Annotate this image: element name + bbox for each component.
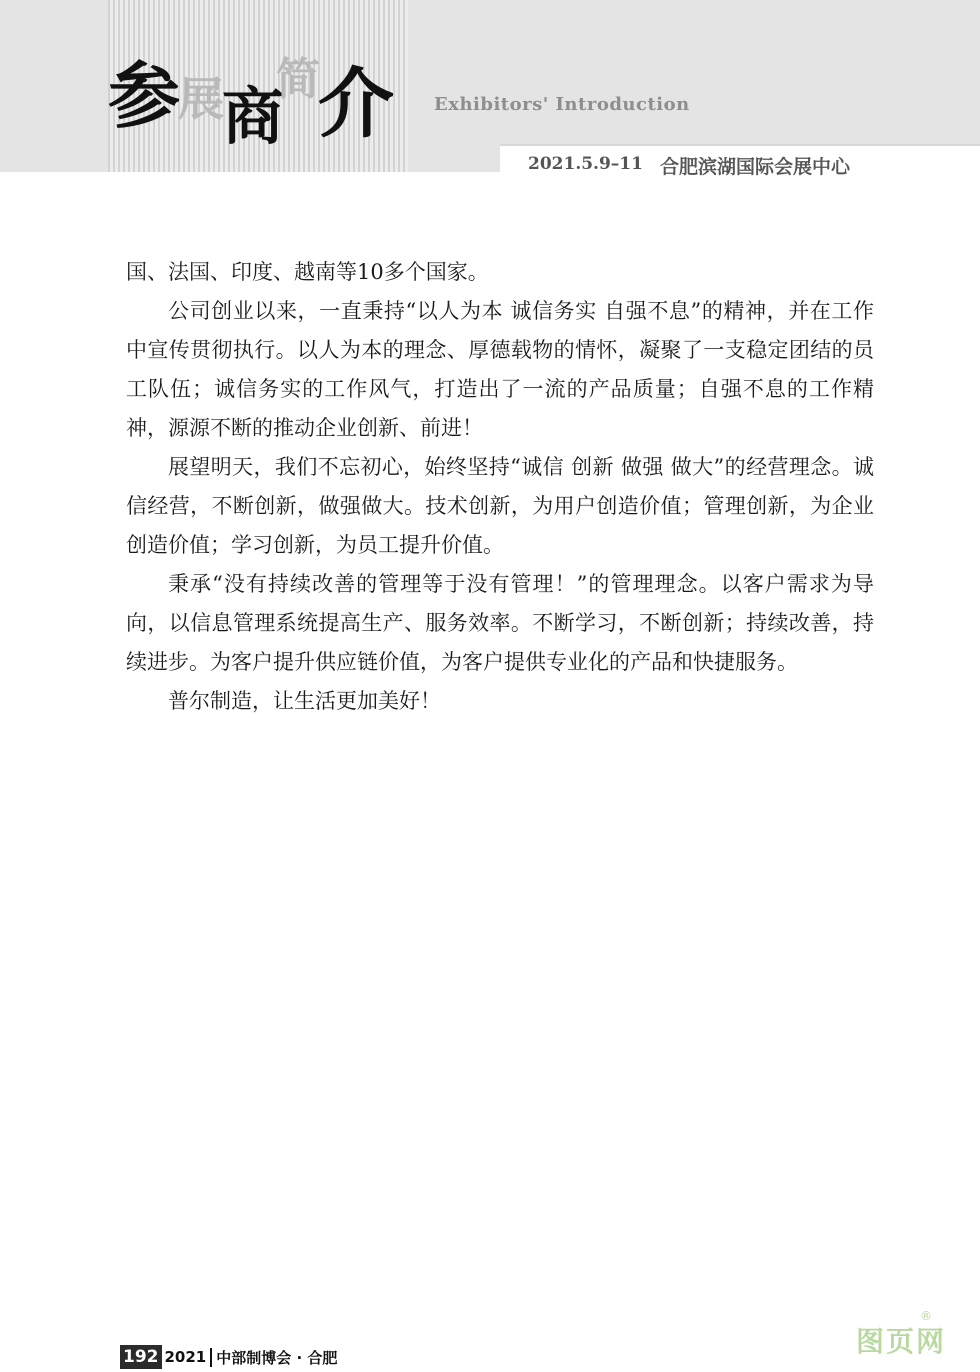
paragraph: 公司创业以来，一直秉持“以人为本 诚信务实 自强不息”的精神，并在工作中宣传贯彻执行。以人为本的理念、厚德载物的情怀，凝聚了一支稳定团结的员工队伍；诚信务实的工作风气，打造出了一流的产品质量；自强不息的工作精神，源源不断的推动企业创新、前进！ <box>126 299 874 440</box>
registered-mark: ® <box>920 1309 932 1323</box>
page-header <box>0 0 980 178</box>
section-title-char: 商 <box>222 80 285 153</box>
section-title-char: 介 <box>318 59 394 148</box>
event-venue: 合肥滨湖国际会展中心 <box>660 156 851 178</box>
paragraph: 展望明天，我们不忘初心，始终坚持“诚信 创新 做强 做大”的经营理念。诚信经营，不断创新，做强做大。技术创新，为用户创造价值；管理创新，为企业创造价值；学习创新，为员工提升价值。 <box>126 455 874 557</box>
section-title-char: 展 <box>178 72 224 126</box>
watermark-logo: 图页网 <box>856 1325 947 1358</box>
section-title-char: 参 <box>108 53 181 138</box>
section-title-char: 简 <box>276 54 320 105</box>
footer-year: 2021 <box>164 1348 207 1366</box>
paragraph: 国、法国、印度、越南等10多个国家。 <box>126 260 489 284</box>
article-body <box>126 253 874 721</box>
event-date: 2021.5.9–11 <box>528 154 643 174</box>
footer-event-name: 中部制博会 · 合肥 <box>216 1348 338 1367</box>
paragraph: 秉承“没有持续改善的管理等于没有管理！”的管理理念。以客户需求为导向，以信息管理系统提高生产、服务效率。不断学习，不断创新；持续改善，持续进步。为客户提升供应链价值，为客户提供专业化的产品和快捷服务。 <box>126 572 874 674</box>
event-info-bar <box>500 144 980 182</box>
page-footer <box>120 1344 337 1370</box>
page-number: 192 <box>120 1345 162 1369</box>
paragraph: 普尔制造，让生活更加美好！ <box>168 689 441 713</box>
footer-divider <box>210 1348 212 1367</box>
section-subtitle: Exhibitors' Introduction <box>434 94 690 115</box>
